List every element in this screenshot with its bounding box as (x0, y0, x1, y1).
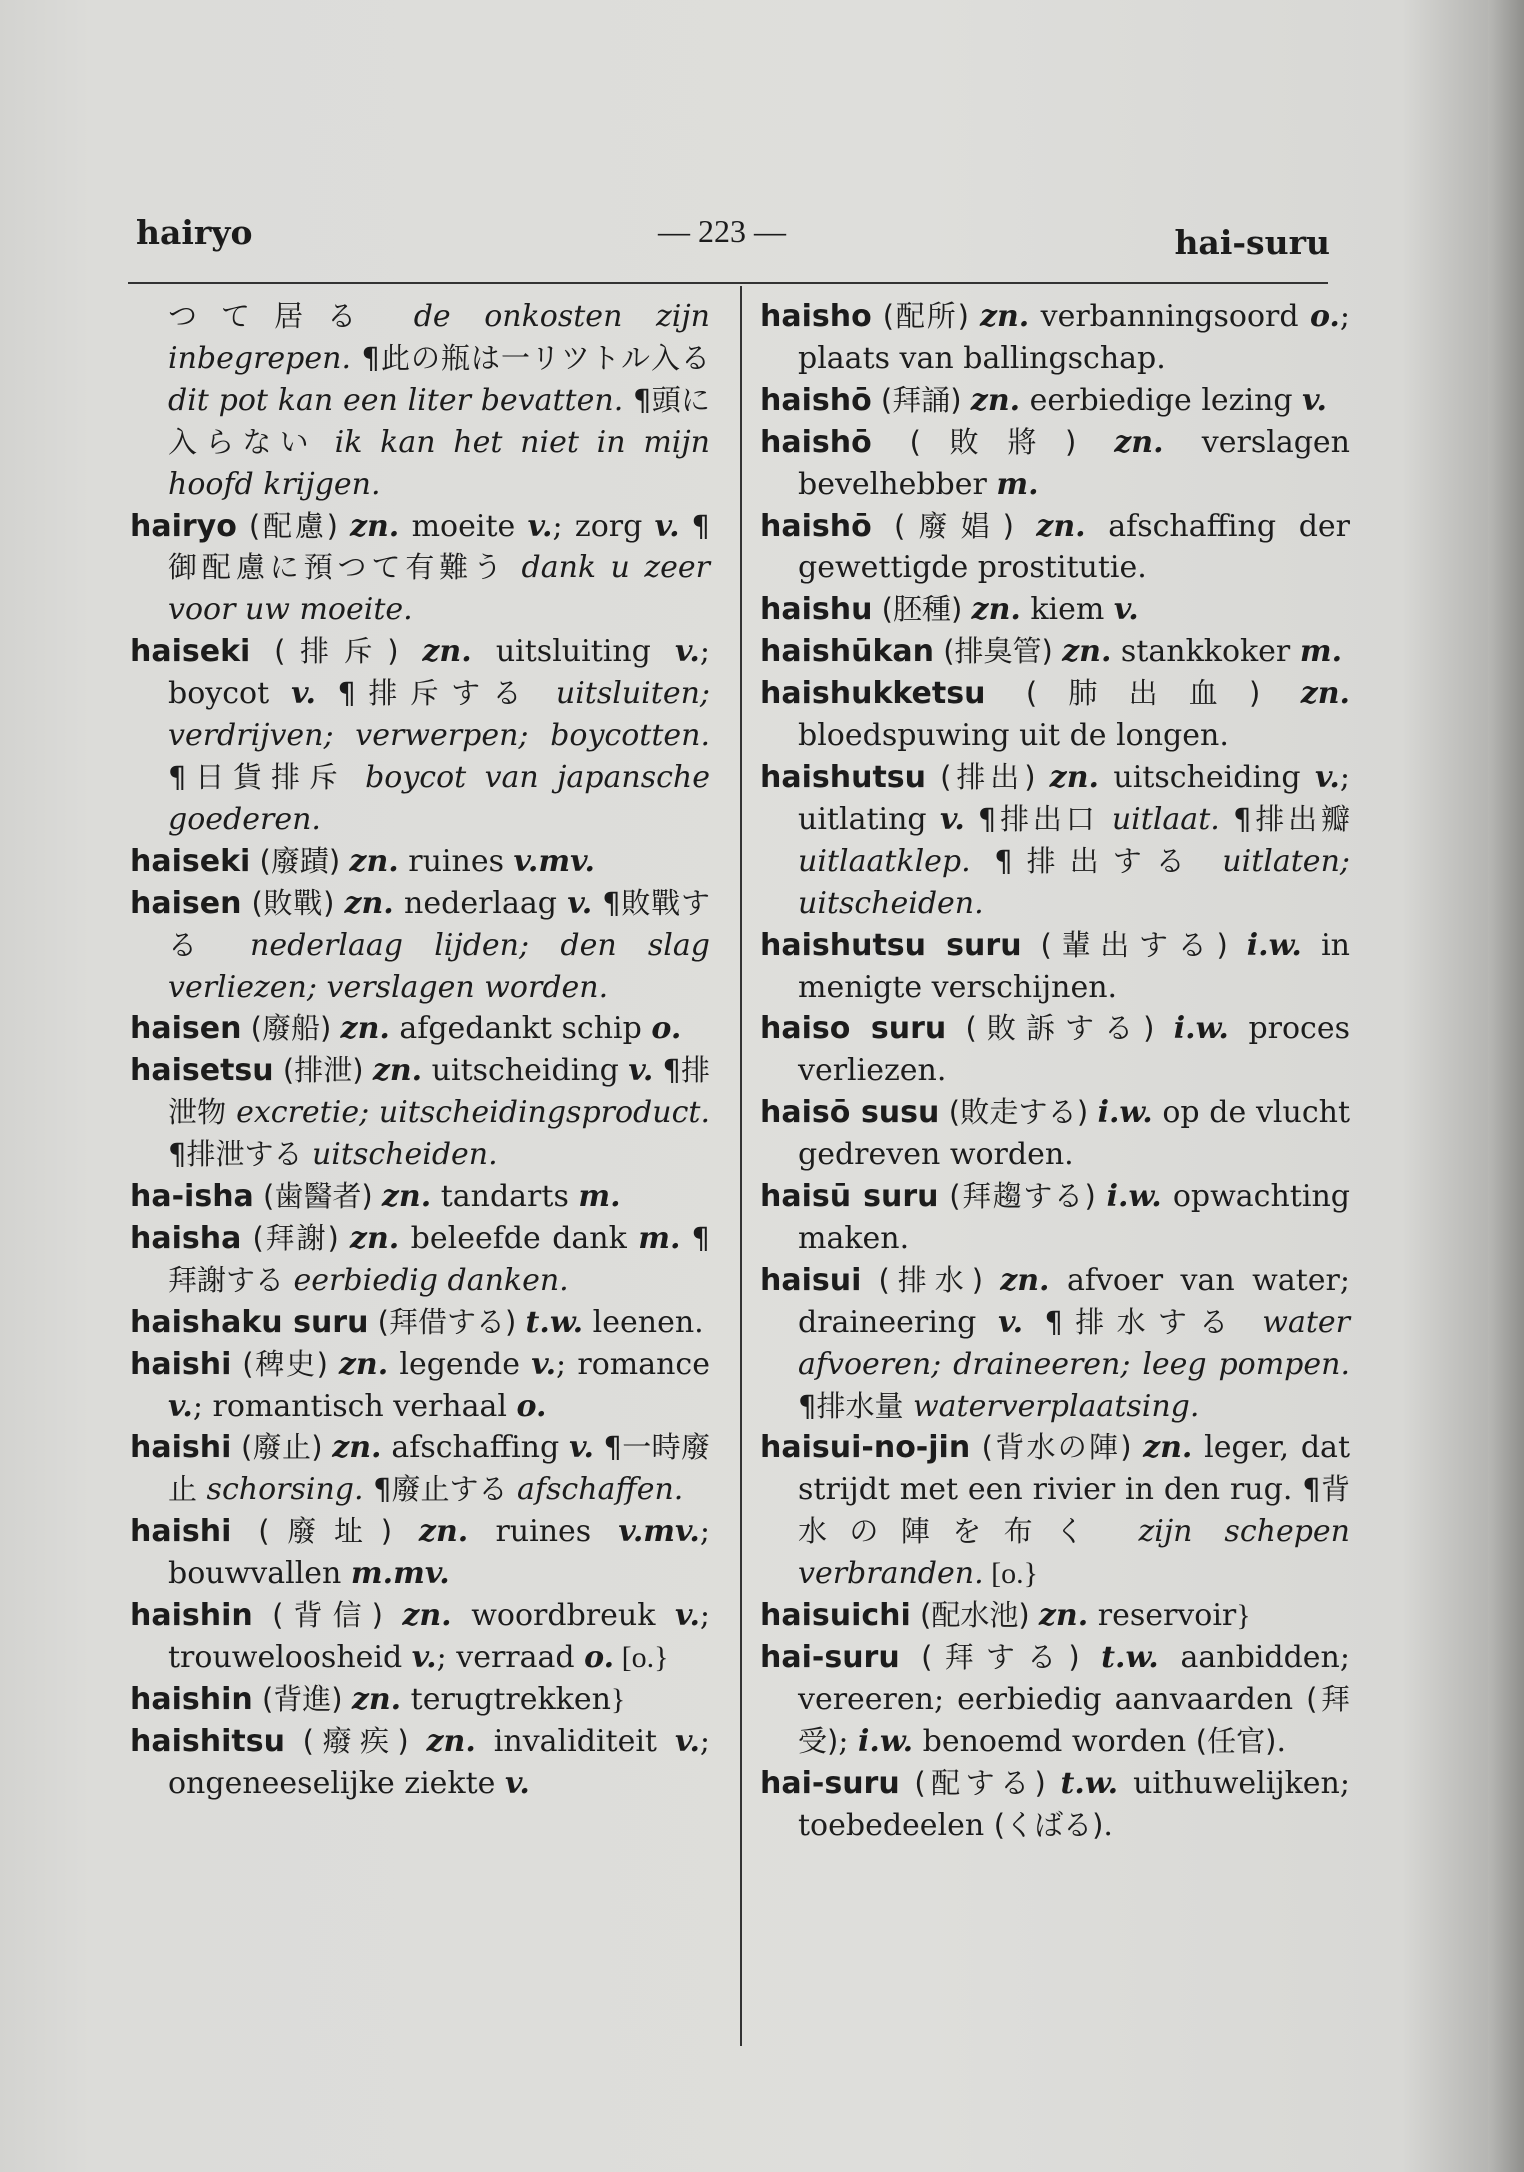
headword: haishin (130, 1681, 253, 1717)
grammar-label: zn. (349, 1220, 400, 1256)
definition-text: benoemd worden (913, 1723, 1196, 1759)
definition-text: uitsluiting (471, 634, 676, 670)
dictionary-entry (760, 296, 1350, 380)
dictionary-entry (130, 506, 710, 632)
kanji: ¶一時廢止 (168, 1430, 710, 1507)
definition-text: ; bouwvallen (168, 1514, 710, 1592)
grammar-label: v.mv. (618, 1514, 700, 1550)
grammar-label: zn. (338, 1346, 389, 1382)
grammar-label: o. (651, 1011, 682, 1047)
grammar-label: zn. (381, 1179, 432, 1215)
grammar-label: i.w. (1106, 1179, 1162, 1215)
continuation-bracket: } (1236, 1599, 1251, 1633)
kanji: (敗走する) (939, 1095, 1098, 1130)
dictionary-entry (130, 631, 710, 841)
grammar-label: zn. (1300, 676, 1350, 712)
grammar-label: zn. (1049, 759, 1099, 795)
kanji: (拜誦) (871, 382, 971, 417)
definition-text: uithuwelijken; toebedeelen (798, 1765, 1350, 1843)
kanji: (廢止) (231, 1430, 333, 1465)
page-edge (1488, 0, 1524, 2172)
headword: haiseki (130, 843, 251, 879)
example-text: excretie; uitscheidingsproduct. (226, 1095, 710, 1131)
dictionary-entry (130, 1302, 710, 1344)
kanji: ¶排泄する (168, 1137, 303, 1172)
continuation-bracket: [o.} (614, 1641, 669, 1674)
headword: haishō (760, 382, 872, 418)
headword: haishūkan (760, 634, 935, 670)
example-text: water afvoeren; draineeren; leeg pompen. (798, 1304, 1350, 1382)
grammar-label: zn. (344, 885, 394, 921)
kanji: (輩出する) (1021, 927, 1247, 962)
headword: haisen (130, 1011, 242, 1047)
example-text: de onkosten zijn inbegrepen. (168, 299, 710, 376)
grammar-label: v. (527, 508, 553, 544)
dictionary-entry (130, 1176, 710, 1218)
definition-text: invaliditeit (475, 1723, 676, 1759)
headword: haisha (130, 1220, 242, 1256)
definition-text: afgedankt schip (389, 1011, 652, 1047)
headword: haishō (760, 508, 872, 544)
dictionary-entry (760, 757, 1350, 925)
kanji: (拜する) (899, 1640, 1102, 1674)
example-text: boycot van japansche goederen. (168, 759, 710, 837)
example-text: dit pot kan een liter bevatten. (168, 382, 634, 418)
example-text: uitlaat. (1098, 801, 1234, 837)
definition-text: kiem (1020, 592, 1114, 628)
grammar-label: m. (1299, 634, 1343, 670)
definition-text: verslagen bevelhebber (798, 424, 1350, 502)
definition-text: bloedspuwing uit de longen. (798, 718, 1229, 754)
continuation-bracket: } (610, 1682, 626, 1716)
dictionary-entry (760, 673, 1350, 757)
definition-text: . (1276, 1723, 1286, 1759)
grammar-label: v. (531, 1346, 557, 1382)
headword: haishi (130, 1514, 232, 1550)
headword: haisui (760, 1262, 862, 1298)
example-text: uitsluiten; verdrijven; verwerpen; boycotten. (168, 676, 710, 754)
kanji: ¶敗戰する (168, 885, 710, 962)
example-text: ik kan het niet in mijn hoofd krijgen. (168, 424, 710, 502)
definition-text: nederlaag (393, 885, 568, 921)
dictionary-entry (760, 506, 1350, 590)
right-column (760, 296, 1350, 1847)
kanji: ¶排斥する (315, 676, 534, 711)
entry-continuation (130, 296, 710, 506)
kanji: (拜趨する) (938, 1179, 1107, 1214)
headword: haishutsu (760, 759, 927, 795)
grammar-label: v. (1113, 592, 1139, 628)
definition-text: uitscheiding (422, 1053, 629, 1089)
kanji: (拜借する) (368, 1304, 526, 1339)
dictionary-entry (760, 1176, 1350, 1260)
headword: hai-suru (760, 1640, 900, 1675)
grammar-label: zn. (970, 382, 1021, 418)
definition-text: afvoer van water; draineering (798, 1262, 1350, 1340)
grammar-label: v. (939, 801, 965, 837)
kanji: (配する) (899, 1765, 1061, 1800)
kanji: (任官) (1195, 1723, 1277, 1758)
kanji: ¶排水する (1023, 1304, 1241, 1339)
definition-text: op de vlucht gedreven worden. (798, 1095, 1350, 1173)
dictionary-entry (130, 1721, 710, 1805)
dictionary-entry (760, 1008, 1350, 1092)
dictionary-entry (130, 1008, 710, 1050)
headword: haisō susu (760, 1095, 940, 1131)
definition-text: stankkoker (1111, 634, 1300, 670)
example-text: dank u zeer voor uw moeite. (168, 550, 710, 628)
grammar-label: v. (1315, 759, 1340, 795)
grammar-label: v. (998, 1304, 1024, 1340)
grammar-label: zn. (426, 1723, 476, 1759)
example-text: nederlaag lijden; den slag verliezen; verslagen worden. (168, 927, 710, 1005)
kanji: (廢址) (231, 1514, 419, 1549)
kanji: (排水) (861, 1262, 1001, 1297)
grammar-label: v. (654, 508, 680, 544)
grammar-label: v. (411, 1640, 437, 1675)
kanji: ¶背水の陣を布く (798, 1472, 1350, 1549)
headword: haishaku suru (130, 1304, 369, 1340)
grammar-label: o. (584, 1640, 615, 1675)
definition-text: ; romantisch verhaal (192, 1388, 517, 1424)
headword: haiso suru (760, 1011, 947, 1047)
kanji: (排泄) (273, 1053, 373, 1088)
headword: haishō (760, 424, 872, 460)
kanji: (背信) (252, 1598, 403, 1633)
grammar-label: v. (675, 634, 700, 670)
kanji: ¶排水量 (798, 1388, 904, 1423)
grammar-label: zn. (1114, 424, 1164, 460)
grammar-label: zn. (1062, 634, 1112, 670)
kanji: (くばる) (993, 1807, 1104, 1842)
kanji: (敗戰) (241, 885, 345, 920)
grammar-label: zn. (1036, 508, 1086, 544)
header-guide-word-right: hai-suru (1174, 223, 1330, 262)
grammar-label: zn. (1000, 1262, 1050, 1298)
grammar-label: v. (291, 676, 316, 712)
left-column (130, 296, 710, 1805)
grammar-label: m. (578, 1179, 621, 1215)
kanji: (配所) (871, 299, 980, 333)
grammar-label: v. (567, 885, 593, 921)
kanji: (背水の陣) (970, 1430, 1144, 1465)
grammar-label: v.mv. (513, 843, 595, 879)
grammar-label: zn. (372, 1053, 423, 1089)
dictionary-entry (130, 1427, 710, 1511)
kanji: ¶頭に入らない (168, 382, 711, 459)
dictionary-entry (130, 1344, 710, 1428)
definition-text: ; romance (556, 1346, 710, 1382)
definition-text: ; zorg (552, 508, 655, 544)
headword: haiseki (130, 634, 251, 670)
header-guide-word-left: hairyo (136, 213, 253, 252)
grammar-label: i.w. (1173, 1011, 1229, 1047)
grammar-label: v. (1302, 382, 1327, 418)
dictionary-entry (760, 1092, 1350, 1176)
definition-text: ruines (398, 843, 514, 879)
grammar-label: zn. (340, 1011, 390, 1047)
kanji: つて居る (168, 299, 381, 333)
headword: haisuichi (760, 1598, 911, 1634)
grammar-label: zn. (332, 1430, 382, 1466)
header-rule (128, 282, 1328, 284)
dictionary-entry (130, 1595, 710, 1679)
kanji: (排臭管) (934, 634, 1063, 669)
dictionary-entry (130, 1679, 710, 1721)
dictionary-entry (760, 1595, 1350, 1637)
continuation-bracket: [o.} (983, 1557, 1039, 1591)
kanji: ¶排泄物 (168, 1053, 710, 1130)
kanji: (排斥) (250, 634, 423, 669)
grammar-label: zn. (422, 634, 472, 670)
dictionary-entry (760, 1763, 1350, 1847)
headword: hairyo (130, 508, 237, 544)
headword: haisetsu (130, 1053, 274, 1089)
definition-text: reservoir (1088, 1598, 1237, 1634)
dictionary-entry (130, 1511, 710, 1595)
kanji: (肺出血) (985, 676, 1301, 711)
dictionary-entry (130, 883, 710, 1009)
kanji: (拜受) (798, 1681, 1350, 1758)
definition-text: moeite (399, 508, 528, 544)
grammar-label: zn. (971, 592, 1021, 628)
kanji: (敗訴する) (946, 1011, 1174, 1046)
definition-text: uitscheiding (1098, 759, 1316, 795)
definition-text: ; uitlating (798, 759, 1350, 837)
definition-text: afschaffing der gewettigde prostitutie. (798, 508, 1350, 586)
headword: haisho (760, 299, 872, 334)
definition-text: ; boycot (168, 634, 710, 712)
kanji: ¶排出瓣 (1233, 801, 1350, 836)
grammar-label: zn. (1143, 1430, 1193, 1466)
definition-text: afschaffing (381, 1430, 570, 1466)
kanji: ¶排出口 (964, 801, 1099, 836)
grammar-label: i.w. (857, 1723, 914, 1759)
page-header (128, 205, 1328, 265)
grammar-label: zn. (351, 1681, 402, 1717)
definition-text: ; ongeneeselijke ziekte (168, 1723, 710, 1801)
dictionary-entry (760, 422, 1350, 506)
grammar-label: t.w. (525, 1304, 584, 1340)
grammar-label: zn. (349, 843, 399, 879)
headword: haishu (760, 592, 873, 628)
kanji: ¶廢止する (373, 1472, 508, 1507)
kanji: (歯醫者) (253, 1179, 382, 1214)
grammar-label: zn. (979, 299, 1030, 334)
example-text: uitlaatklep. (798, 843, 995, 879)
example-text: eerbiedig danken. (284, 1262, 569, 1298)
definition-text: woordbreuk (451, 1598, 676, 1634)
definition-text: legende (388, 1346, 532, 1382)
definition-text: ; (838, 1723, 858, 1759)
definition-text: tandarts (431, 1179, 579, 1215)
kanji: (廢娼) (871, 508, 1037, 543)
grammar-label: v. (628, 1053, 654, 1089)
dictionary-entry (760, 925, 1350, 1009)
kanji: (拜謝) (241, 1220, 350, 1255)
headword: ha-isha (130, 1179, 254, 1215)
kanji: ¶此の瓶は一リツトル入る (361, 340, 710, 375)
example-text: waterverplaatsing. (903, 1388, 1200, 1424)
definition-text: ; verraad (436, 1640, 585, 1675)
dictionary-entry (760, 589, 1350, 631)
definition-text: leger, dat strijdt met een rivier in den rug. (798, 1430, 1350, 1508)
headword: haishutsu suru (760, 927, 1022, 963)
headword: haishin (130, 1598, 253, 1634)
definition-text: opwachting maken. (798, 1179, 1350, 1256)
definition-text: verbanningsoord (1029, 299, 1310, 334)
grammar-label: zn. (1038, 1598, 1089, 1634)
grammar-label: zn. (349, 508, 400, 544)
headword: haishukketsu (760, 676, 986, 712)
grammar-label: v. (168, 1388, 193, 1424)
kanji: (配慮) (236, 508, 350, 543)
dictionary-entry (760, 1260, 1350, 1428)
grammar-label: i.w. (1246, 927, 1302, 963)
definition-text: ruines (468, 1514, 619, 1550)
kanji: (廢蹟) (250, 843, 350, 878)
grammar-label: m. (996, 466, 1039, 502)
dictionary-entry (760, 380, 1350, 422)
kanji: ¶日貨排斥 (168, 759, 347, 794)
grammar-label: o. (1309, 299, 1340, 334)
example-text: uitscheiden. (302, 1137, 498, 1173)
grammar-label: v. (504, 1765, 530, 1801)
grammar-label: v. (675, 1723, 700, 1759)
kanji: ¶御配慮に預つて有難う (168, 508, 711, 585)
grammar-label: o. (516, 1388, 547, 1424)
dictionary-entry (760, 1637, 1350, 1763)
definition-text: . (1103, 1807, 1113, 1843)
dictionary-entry (130, 1218, 710, 1302)
grammar-label: i.w. (1097, 1095, 1153, 1131)
kanji: (胚種) (872, 592, 972, 627)
definition-text: in menigte verschijnen. (798, 927, 1351, 1005)
grammar-label: zn. (402, 1598, 452, 1634)
definition-text: aanbidden; vereeren; eerbiedig aanvaarden (798, 1640, 1350, 1717)
example-text: afschaffen. (507, 1472, 684, 1508)
dictionary-entry (130, 841, 710, 883)
grammar-label: zn. (418, 1514, 469, 1550)
kanji: (背進) (252, 1681, 352, 1716)
dictionary-entry (760, 1427, 1350, 1595)
headword: haishi (130, 1430, 232, 1466)
example-text: zijn schepen verbranden. (798, 1514, 1350, 1592)
definition-text: leenen. (583, 1304, 704, 1340)
headword: haisen (130, 885, 242, 921)
definition-text: terugtrekken (401, 1681, 611, 1717)
definition-text: ; plaats van ballingschap. (798, 299, 1350, 376)
kanji: (配水池) (910, 1598, 1039, 1633)
headword: haisū suru (760, 1179, 939, 1215)
kanji: ¶拜謝する (168, 1220, 710, 1297)
definition-text: ; trouweloosheid (168, 1598, 710, 1675)
grammar-label: t.w. (1101, 1640, 1159, 1675)
definition-text: eerbiedige lezing (1020, 382, 1303, 418)
definition-text: proces verliezen. (798, 1011, 1350, 1089)
grammar-label: v. (569, 1430, 594, 1466)
grammar-label: v. (675, 1598, 700, 1634)
kanji: (敗將) (871, 424, 1115, 459)
kanji: (癈疾) (284, 1723, 427, 1758)
definition-text: beleefde dank (399, 1220, 639, 1256)
column-divider (740, 286, 742, 2046)
example-text: uitlaten; uitscheiden. (798, 843, 1350, 921)
dictionary-entry (130, 1050, 710, 1176)
grammar-label: m.mv. (350, 1556, 450, 1592)
headword: haishi (130, 1346, 232, 1382)
kanji: (廢船) (241, 1011, 341, 1046)
grammar-label: m. (638, 1220, 681, 1256)
kanji: (稗史) (231, 1346, 339, 1381)
headword: hai-suru (760, 1765, 900, 1801)
kanji: ¶排出する (994, 843, 1199, 878)
page-number: — 223 — (658, 213, 786, 249)
grammar-label: t.w. (1060, 1765, 1119, 1801)
example-text: schorsing. (197, 1472, 374, 1508)
headword: haisui-no-jin (760, 1430, 971, 1466)
kanji: (排出) (926, 759, 1050, 794)
headword: haishitsu (130, 1723, 285, 1759)
dictionary-entry (760, 631, 1350, 673)
